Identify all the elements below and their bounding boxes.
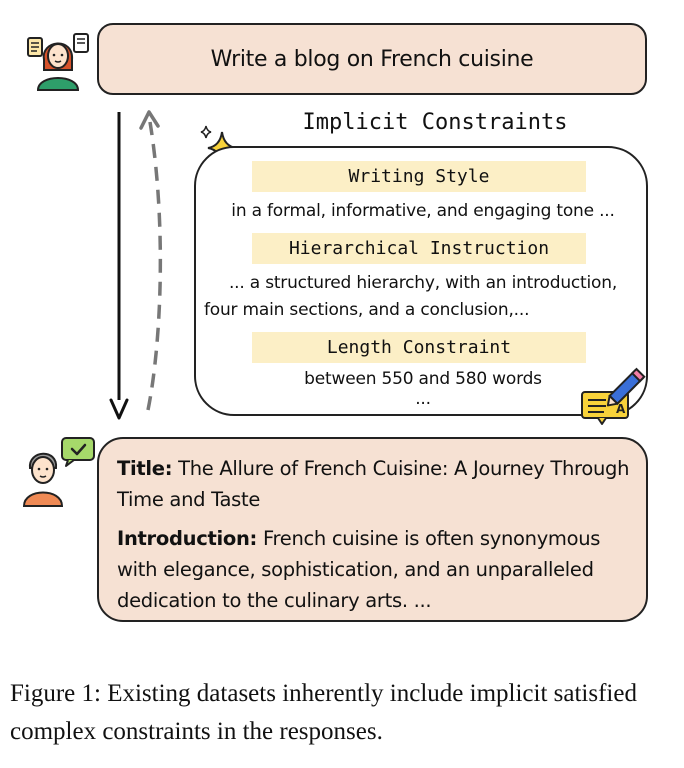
length-constraint-ellipsis: ... <box>415 389 431 409</box>
user-avatar-icon <box>26 30 90 92</box>
prompt-box <box>97 23 647 95</box>
response-intro-text: French cuisine is often synonymous with elegance, sophistication, and an unparalleled dedication to the culinary arts. ... <box>117 527 601 612</box>
pencil-note-icon <box>578 360 652 426</box>
length-constraint-label: Length Constraint <box>252 332 586 363</box>
svg-text:A: A <box>616 402 626 416</box>
dashed-return-arrow <box>148 122 160 410</box>
response-title <box>117 453 630 515</box>
response-box <box>97 437 648 622</box>
constraints-title: Implicit Constraints <box>302 110 568 135</box>
prompt-text: Write a blog on French cuisine <box>210 46 534 72</box>
response-introduction <box>117 523 630 616</box>
writing-style-text: in a formal, informative, and engaging tone ... <box>231 201 615 221</box>
response-title-label: Title: <box>117 457 173 480</box>
flow-arrows <box>100 100 180 430</box>
length-constraint-text: between 550 and 580 words <box>304 369 542 389</box>
assistant-avatar-icon <box>22 436 98 508</box>
hierarchical-text-line-2: four main sections, and a conclusion,... <box>204 300 530 320</box>
response-title-text: The Allure of French Cuisine: A Journey Through Time and Taste <box>117 457 630 511</box>
response-intro-label: Introduction: <box>117 527 258 550</box>
figure-caption: Figure 1: Existing datasets inherently include implicit satisfied complex constraints in the responses. <box>10 680 637 745</box>
check-bubble-icon <box>62 438 94 466</box>
hierarchical-instruction-label: Hierarchical Instruction <box>252 233 586 264</box>
writing-style-label: Writing Style <box>252 161 586 192</box>
hierarchical-text-line-1: ... a structured hierarchy, with an introduction, <box>228 273 618 293</box>
